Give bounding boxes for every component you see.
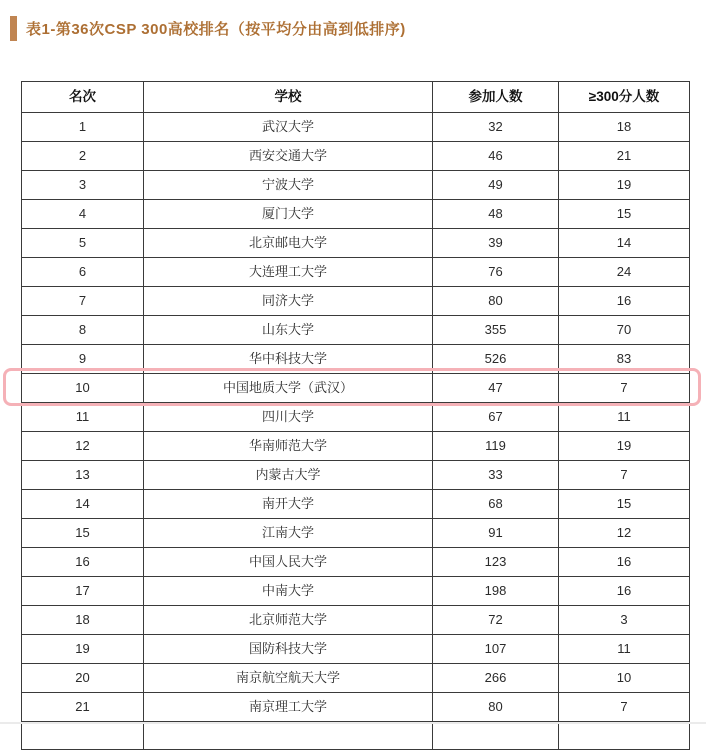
column-header: 名次	[22, 82, 144, 113]
table-row	[22, 171, 690, 200]
table-row	[22, 374, 690, 403]
table-body	[22, 113, 690, 750]
ranking-table	[21, 81, 690, 750]
table-cell: 18	[559, 113, 690, 142]
table-row	[22, 577, 690, 606]
table-cell: 1	[22, 113, 144, 142]
table-cell: 355	[433, 316, 559, 345]
title-accent-bar	[10, 16, 17, 41]
table-cell: 12	[22, 432, 144, 461]
table-cell: 中国地质大学（武汉）	[144, 374, 433, 403]
table-cell: 中南大学	[144, 577, 433, 606]
table-cell: 24	[559, 258, 690, 287]
table-row	[22, 403, 690, 432]
table-cell: 北京师范大学	[144, 606, 433, 635]
table-cell: 46	[433, 142, 559, 171]
table-cell: 107	[433, 635, 559, 664]
table-cell: 16	[559, 287, 690, 316]
table-cell: 7	[559, 461, 690, 490]
table-row	[22, 345, 690, 374]
table-cell: 3	[22, 171, 144, 200]
table-cell: 32	[433, 113, 559, 142]
table-cell: 厦门大学	[144, 200, 433, 229]
table-row	[22, 664, 690, 693]
table-cell: 70	[559, 316, 690, 345]
table-row	[22, 142, 690, 171]
table-cell: 武汉大学	[144, 113, 433, 142]
table-cell: 12	[559, 519, 690, 548]
table-row	[22, 461, 690, 490]
table-row	[22, 490, 690, 519]
table-row	[22, 229, 690, 258]
table-cell: 39	[433, 229, 559, 258]
table-cell: 4	[22, 200, 144, 229]
table-cell: 江南大学	[144, 519, 433, 548]
table-row	[22, 113, 690, 142]
table-cell: 11	[559, 635, 690, 664]
table-cell: 18	[22, 606, 144, 635]
table-cell: 6	[22, 258, 144, 287]
table-cell: 119	[433, 432, 559, 461]
table-cell: 47	[433, 374, 559, 403]
table-cell: 7	[559, 374, 690, 403]
table-cell: 9	[22, 345, 144, 374]
table-row	[22, 200, 690, 229]
table-cell: 80	[433, 693, 559, 722]
table-cell: 198	[433, 577, 559, 606]
table-cell: 华南师范大学	[144, 432, 433, 461]
table-cell: 山东大学	[144, 316, 433, 345]
table-cell: 91	[433, 519, 559, 548]
table-cell: 13	[22, 461, 144, 490]
table-row	[22, 635, 690, 664]
table-cell: 大连理工大学	[144, 258, 433, 287]
table-cell: 15	[559, 490, 690, 519]
table-cell: 21	[559, 142, 690, 171]
table-cell: 南京理工大学	[144, 693, 433, 722]
table-cell: 7	[559, 693, 690, 722]
table-cell: 西安交通大学	[144, 142, 433, 171]
table-cell: 宁波大学	[144, 171, 433, 200]
table-cell: 2	[22, 142, 144, 171]
table-cell: 76	[433, 258, 559, 287]
table-cell: 11	[22, 403, 144, 432]
table-cell: 3	[559, 606, 690, 635]
table-row	[22, 287, 690, 316]
table-cell: 19	[559, 171, 690, 200]
table-cell: 16	[559, 548, 690, 577]
table-cell: 20	[22, 664, 144, 693]
table-cell: 同济大学	[144, 287, 433, 316]
table-cell: 123	[433, 548, 559, 577]
table-cell: 北京邮电大学	[144, 229, 433, 258]
table-cell	[433, 722, 559, 750]
table-cell: 15	[22, 519, 144, 548]
table-cell: 5	[22, 229, 144, 258]
table-cell: 南开大学	[144, 490, 433, 519]
table-cell: 11	[559, 403, 690, 432]
table-row	[22, 316, 690, 345]
table-row	[22, 548, 690, 577]
section-title	[10, 15, 706, 41]
table-cell: 17	[22, 577, 144, 606]
table-cell: 48	[433, 200, 559, 229]
table-row	[22, 693, 690, 722]
column-header: 参加人数	[433, 82, 559, 113]
table-cell: 19	[22, 635, 144, 664]
table-cell: 21	[22, 693, 144, 722]
table-cell: 内蒙古大学	[144, 461, 433, 490]
bottom-edge-strip	[0, 722, 706, 724]
table-cell: 10	[22, 374, 144, 403]
ranking-table-container	[21, 81, 689, 750]
table-row	[22, 606, 690, 635]
page-title: 表1-第36次CSP 300高校排名（按平均分由高到低排序)	[26, 20, 406, 38]
table-row	[22, 519, 690, 548]
table-cell: 67	[433, 403, 559, 432]
table-cell	[559, 722, 690, 750]
article-page	[0, 15, 706, 750]
table-row	[22, 432, 690, 461]
column-header: ≥300分人数	[559, 82, 690, 113]
table-cell: 33	[433, 461, 559, 490]
table-cell	[144, 722, 433, 750]
table-cell: 华中科技大学	[144, 345, 433, 374]
table-cell: 526	[433, 345, 559, 374]
column-header: 学校	[144, 82, 433, 113]
table-cell: 国防科技大学	[144, 635, 433, 664]
table-cell: 8	[22, 316, 144, 345]
table-cell: 南京航空航天大学	[144, 664, 433, 693]
table-cell: 15	[559, 200, 690, 229]
table-cell: 266	[433, 664, 559, 693]
table-cell: 14	[22, 490, 144, 519]
partial-row	[22, 722, 690, 750]
table-cell: 四川大学	[144, 403, 433, 432]
table-cell: 10	[559, 664, 690, 693]
table-cell: 16	[22, 548, 144, 577]
table-cell: 80	[433, 287, 559, 316]
table-cell: 68	[433, 490, 559, 519]
table-cell: 中国人民大学	[144, 548, 433, 577]
table-header-row	[22, 82, 690, 113]
table-cell: 83	[559, 345, 690, 374]
table-cell: 16	[559, 577, 690, 606]
table-cell: 7	[22, 287, 144, 316]
table-row	[22, 258, 690, 287]
table-cell: 72	[433, 606, 559, 635]
table-cell: 49	[433, 171, 559, 200]
table-cell: 19	[559, 432, 690, 461]
table-cell	[22, 722, 144, 750]
table-cell: 14	[559, 229, 690, 258]
